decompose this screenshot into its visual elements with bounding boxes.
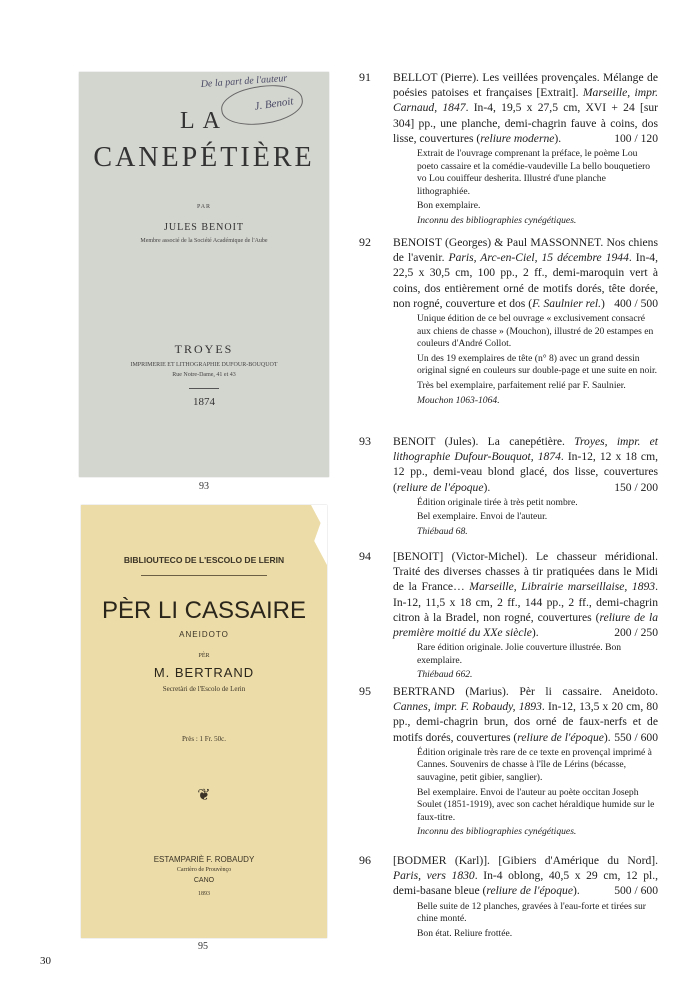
cover-printer: IMPRIMERIE ET LITHOGRAPHIE DUFOUR-BOUQUOT xyxy=(130,362,278,368)
lot-description: BENOIST (Georges) & Paul MASSONNET. Nos chiens de l'avenir. Paris, Arc-en-Ciel, 15 décembre 1944. In-4, 22,5 x 30,5 cm, 100 pp., 2 ff., demi-maroquin vert à coins, dos entièrement orné de motifs dorés, tête dorée, non rogné, couverture et dos (F. Saulnier rel.) xyxy=(393,236,658,310)
lot-number: 95 xyxy=(359,684,371,698)
lot-note: Un des 19 exemplaires de tête (n° 8) avec un grand dessin original signé en couleurs sur double-page et une suite en noir. xyxy=(417,352,658,377)
cover-address: Rue Notre-Dame, 41 et 43 xyxy=(172,372,236,378)
lot-description: BELLOT (Pierre). Les veillées provençales. Mélange de poésies patoises et françaises [Extrait]. Marseille, impr. Carnaud, 1847. In-4, 19,5 x 27,5 cm, XVI + 24 [sur 304] pp., une planche, demi-chagrin fauve à coins, dos lisse, couvertures (reliure moderne). xyxy=(393,71,659,145)
lot-estimate: 100 / 120 xyxy=(614,131,658,145)
cover-rule xyxy=(189,388,219,389)
ornament-icon: ❦ xyxy=(197,787,211,804)
lot-number: 96 xyxy=(359,853,371,867)
lot-number: 93 xyxy=(359,434,371,448)
handwritten-signature: J. Benoit xyxy=(253,95,295,113)
lot-entry-94 xyxy=(359,549,658,684)
lot-entry-92 xyxy=(359,235,658,409)
cover95-series: BIBLIOUTECO DE L'ESCOLO DE LERIN xyxy=(123,555,285,565)
lot-note: Édition originale tirée à très petit nombre. xyxy=(417,496,578,508)
cover95-title: PÈR LI CASSAIRE xyxy=(101,597,307,624)
cover-title-line1: LA xyxy=(180,108,228,134)
lot-note: Belle suite de 12 planches, gravées à l'eau-forte et tirées sur chine monté. xyxy=(417,900,646,925)
lot-description: BENOIT (Jules). La canepétière. Troyes, impr. et lithographie Dufour-Bouquot, 1874. In-12, 12 x 18 cm, 12 pp., demi-veau blond glacé, dos lisse, couvertures (reliure de l'époque). xyxy=(393,435,658,494)
lot-entry-93 xyxy=(359,434,658,541)
lot-notes xyxy=(417,642,658,682)
cover95-year: 1893 xyxy=(198,891,210,897)
lot-number: 91 xyxy=(359,70,371,84)
lot-estimate: 550 / 600 xyxy=(614,730,658,744)
lot-estimate: 500 / 600 xyxy=(614,884,658,898)
page-number: 30 xyxy=(40,955,51,967)
cover-city: TROYES xyxy=(174,342,234,356)
lot-notes xyxy=(417,313,658,407)
lot-note: Rare édition originale. Jolie couverture illustrée. Bon exemplaire. xyxy=(417,642,622,666)
cover95-printer: ESTAMPARIÈ F. ROBAUDY xyxy=(153,855,255,864)
lot-number: 92 xyxy=(359,235,371,249)
cover95-per: PÈR xyxy=(198,653,210,659)
cover95-city: CANO xyxy=(193,877,215,884)
lot-note: Bel exemplaire. Envoi de l'auteur au poète occitan Joseph Soulet (1851-1919), avec son cachet héraldique humide sur le faux-titre. xyxy=(417,786,655,823)
lot-note: Inconnu des bibliographies cynégétiques. xyxy=(417,215,577,226)
lot-estimate: 200 / 250 xyxy=(614,626,658,640)
cover-author-note: Membre associé de la Société Académique de l'Aube xyxy=(140,238,268,244)
handwritten-dedication: De la part de l'auteur xyxy=(200,72,288,91)
lot-entry-96 xyxy=(359,853,659,942)
caption-93: 93 xyxy=(199,481,209,492)
lot-entry-91 xyxy=(359,70,659,230)
lot-number: 94 xyxy=(359,549,371,563)
cover-image-lot-93 xyxy=(79,72,329,477)
lot-note: Unique édition de ce bel ouvrage « exclusivement consacré aux chiens de chasse » (Mouchon), illustré de 20 estampes en couleurs d'André Collot. xyxy=(417,313,654,350)
lot-entry-95 xyxy=(359,684,658,841)
lot-notes xyxy=(417,901,658,941)
cover95-price: Près : 1 Fr. 50c. xyxy=(182,735,226,743)
lot-note: Bon exemplaire. xyxy=(417,200,481,212)
lot-description: BERTRAND (Marius). Pèr li cassaire. Aneidoto. Cannes, impr. F. Robaudy, 1893. In-12, 13,5 x 20 cm, 80 pp., demi-chagrin brun, dos orné de faux-nerfs et de motifs dorés, couvertures (reliure de l'époque). xyxy=(393,685,658,744)
lot-description: [BENOIT] (Victor-Michel). Le chasseur méridional. Traité des diverses chasses à tir pratiquées dans le Midi de la France… Marseille, Librairie marseillaise, 1893. In-12, 11,5 x 18 cm, 2 ff., 144 pp., 2 ff., demi-chagrin citron à la Bradel, non rogné, couvertures (reliure de la première moitié du XXe siècle). xyxy=(393,550,658,640)
cover95-author-note: Secretàri de l'Escolo de Lerin xyxy=(162,685,246,693)
cover95-street: Carrièro de Prouvènço xyxy=(176,867,232,873)
lot-notes xyxy=(417,497,658,539)
cover-year: 1874 xyxy=(193,396,215,408)
lot-notes xyxy=(417,148,658,228)
cover-par: PAR xyxy=(196,204,212,210)
cover95-rule xyxy=(141,575,267,576)
lot-note: Thiébaud 662. xyxy=(417,669,473,681)
lot-estimate: 400 / 500 xyxy=(614,296,658,310)
lot-note: Édition originale très rare de ce texte en provençal imprimé à Cannes. Souvenirs de chasse à l'île de Lérins (bécasse, sauvagine, petit gibier, sanglier). xyxy=(417,746,652,784)
lot-note: Très bel exemplaire, parfaitement relié par F. Saulnier. xyxy=(417,380,626,391)
lot-note: Extrait de l'ouvrage comprenant la préface, le poème Lou poeto cassaire et la comédie-vaudeville La bello bouquetiero vo Lou couiffeur desherita. Illustré d'une planche lithographiée. xyxy=(417,148,651,197)
lot-note: Thiébaud 68. xyxy=(417,526,468,538)
caption-95: 95 xyxy=(198,941,208,952)
lot-note: Bon état. Reliure frottée. xyxy=(417,927,513,939)
lot-note: Bel exemplaire. Envoi de l'auteur. xyxy=(417,511,548,523)
lot-note: Mouchon 1063-1064. xyxy=(417,394,500,406)
lot-description: [BODMER (Karl)]. [Gibiers d'Amérique du Nord]. Paris, vers 1830. In-4 oblong, 40,5 x 29 cm, 12 pl., demi-basane bleue (reliure de l'époque). xyxy=(393,854,659,898)
cover-title-line2: CANEPÉTIÈRE xyxy=(93,142,315,173)
lot-notes xyxy=(417,747,658,839)
lot-note: Inconnu des bibliographies cynégétiques. xyxy=(417,826,577,838)
cover-image-lot-95 xyxy=(81,505,327,938)
cover-author: JULES BENOIT xyxy=(163,222,245,233)
cover95-subtitle: ANEIDOTO xyxy=(179,630,229,639)
cover95-author: M. BERTRAND xyxy=(153,665,255,680)
lot-estimate: 150 / 200 xyxy=(614,480,658,494)
